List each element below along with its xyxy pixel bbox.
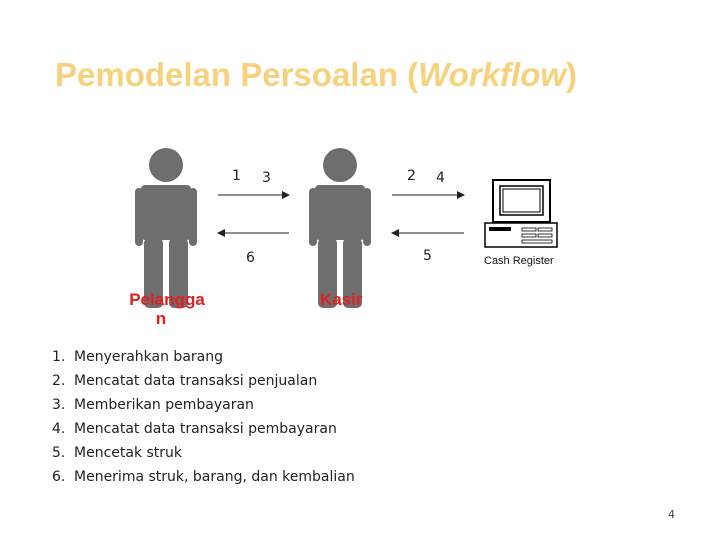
step-item (52, 442, 355, 466)
step-number: 3. (52, 397, 66, 413)
step-text: Mencatat data transaksi pembayaran (74, 421, 337, 437)
step-item (52, 346, 355, 370)
cash-register-label: Cash Register (484, 255, 554, 267)
customer-label-line1: Pelangga (129, 290, 205, 309)
arrow-label-5: 5 (423, 248, 432, 264)
step-number: 1. (52, 349, 66, 365)
cash-register-computer-icon (485, 180, 557, 247)
customer-label (124, 290, 210, 328)
step-number: 4. (52, 421, 66, 437)
arrow-label-4: 4 (436, 170, 445, 186)
title-end: ) (566, 56, 578, 93)
title-italic: Workflow (418, 56, 567, 93)
page-number: 4 (668, 508, 675, 521)
step-text: Mencetak struk (74, 445, 183, 461)
title-main: Pemodelan Persoalan ( (55, 56, 419, 93)
arrow-label-1: 1 (232, 168, 241, 184)
arrow-label-2: 2 (407, 168, 416, 184)
step-item (52, 466, 355, 490)
workflow-steps-list (52, 346, 355, 490)
cashier-person-icon (309, 148, 371, 308)
step-text: Menerima struk, barang, dan kembalian (74, 469, 355, 485)
step-item (52, 418, 355, 442)
step-item (52, 394, 355, 418)
customer-label-line2: n (155, 309, 167, 328)
cashier-label: Kasir (320, 290, 363, 309)
arrow-label-3: 3 (262, 170, 271, 186)
step-number: 6. (52, 469, 66, 485)
step-number: 2. (52, 373, 66, 389)
step-text: Memberikan pembayaran (74, 397, 254, 413)
step-item (52, 370, 355, 394)
step-number: 5. (52, 445, 66, 461)
customer-person-icon (135, 148, 197, 308)
arrow-label-6: 6 (246, 250, 255, 266)
step-text: Menyerahkan barang (74, 349, 223, 365)
step-text: Mencatat data transaksi penjualan (74, 373, 318, 389)
